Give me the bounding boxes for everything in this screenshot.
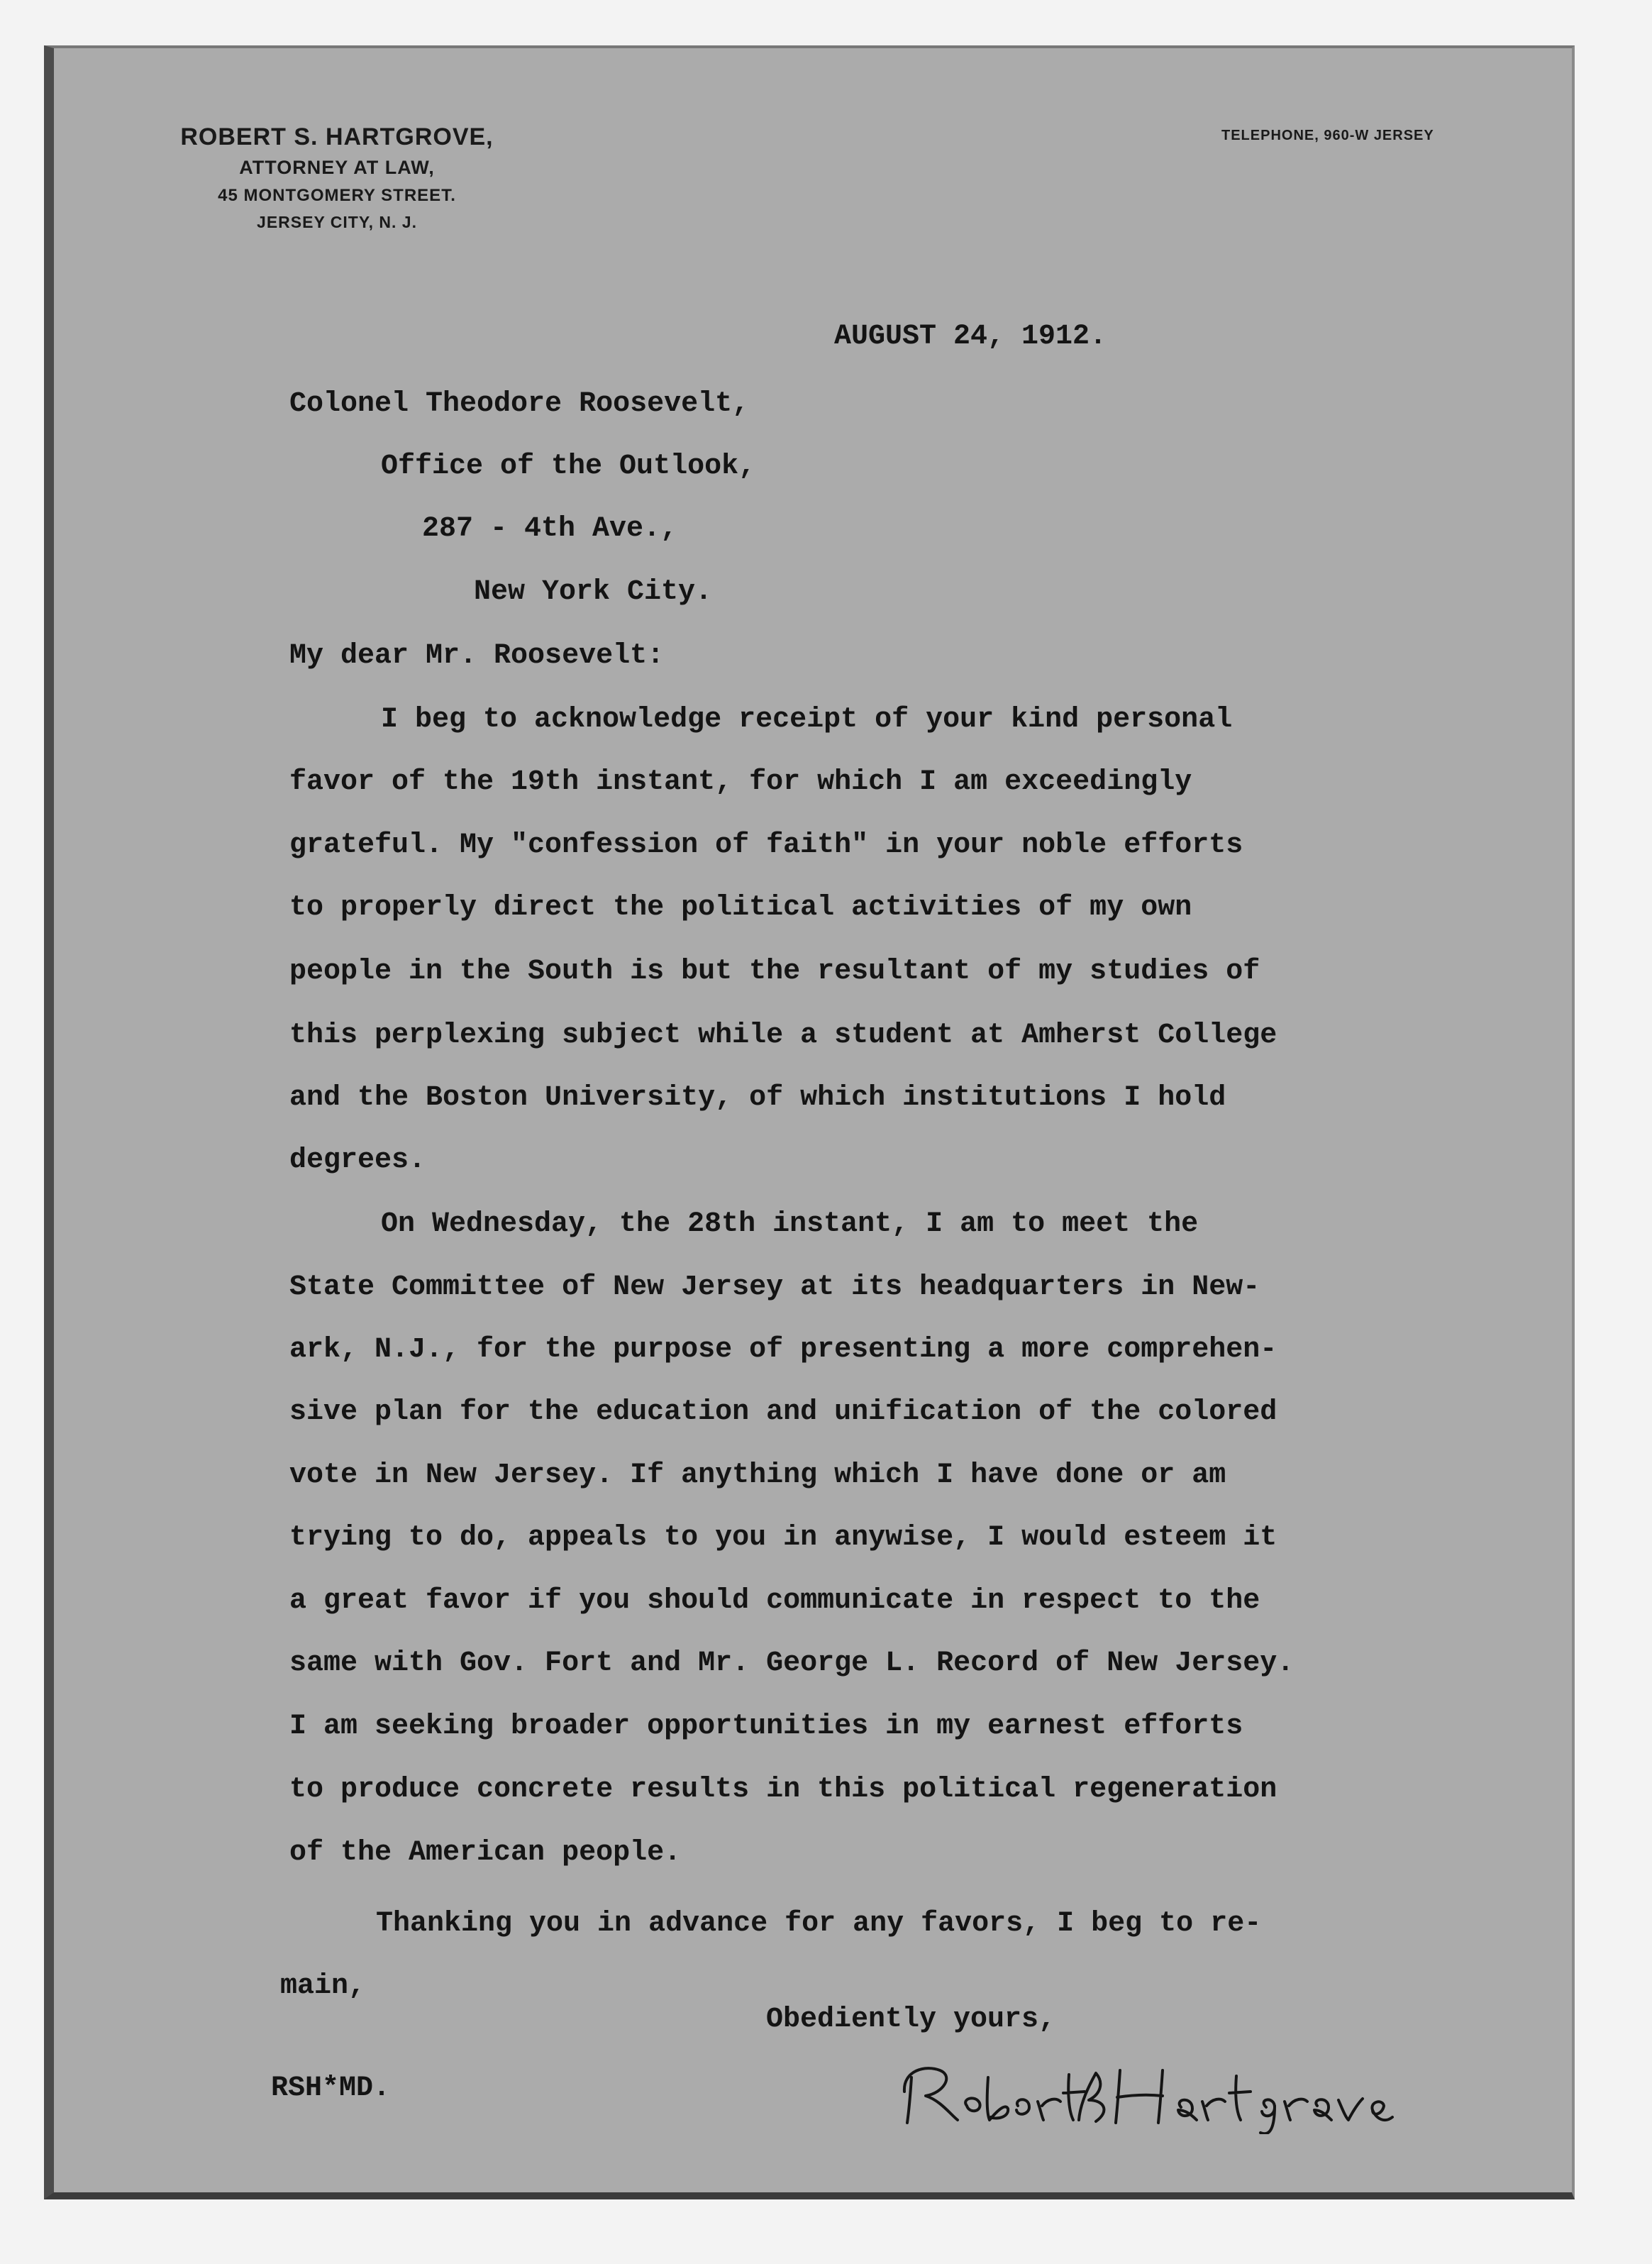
typist-initials: RSH*MD. bbox=[271, 2072, 391, 2104]
paragraph-line: favor of the 19th instant, for which I am exceedingly bbox=[289, 766, 1192, 798]
paragraph-line: this perplexing subject while a student at Amherst College bbox=[289, 1020, 1277, 1051]
paragraph-line: I beg to acknowledge receipt of your kind personal bbox=[381, 704, 1233, 736]
letterhead-name: ROBERT S. HARTGROVE, bbox=[180, 123, 494, 150]
letterhead-city: JERSEY CITY, N. J. bbox=[257, 213, 417, 231]
paragraph-line: main, bbox=[280, 1970, 366, 2002]
paragraph-line: I am seeking broader opportunities in my earnest efforts bbox=[289, 1711, 1243, 1743]
recipient-city: New York City. bbox=[474, 576, 713, 608]
letter-sheet bbox=[44, 45, 1575, 2199]
paragraph-line: people in the South is but the resultant of my studies of bbox=[289, 956, 1260, 988]
paragraph-line: On Wednesday, the 28th instant, I am to meet the bbox=[381, 1208, 1199, 1240]
paragraph-line: trying to do, appeals to you in anywise, I would esteem it bbox=[289, 1522, 1277, 1554]
signature bbox=[883, 2049, 1394, 2134]
paragraph-line: same with Gov. Fort and Mr. George L. Record of New Jersey. bbox=[289, 1647, 1295, 1679]
letterhead bbox=[153, 123, 521, 232]
paragraph-line: degrees. bbox=[289, 1144, 426, 1176]
paragraph-line: Thanking you in advance for any favors, I beg to re- bbox=[376, 1908, 1262, 1940]
paragraph-line: to produce concrete results in this political regeneration bbox=[289, 1774, 1277, 1806]
paragraph-line: to properly direct the political activities of my own bbox=[289, 892, 1192, 924]
recipient-street: 287 - 4th Ave., bbox=[422, 513, 678, 545]
paragraph-line: sive plan for the education and unification of the colored bbox=[289, 1396, 1277, 1428]
closing: Obediently yours, bbox=[766, 2004, 1056, 2036]
letterhead-telephone: TELEPHONE, 960-W JERSEY bbox=[1221, 128, 1434, 143]
paragraph-line: State Committee of New Jersey at its headquarters in New- bbox=[289, 1271, 1260, 1303]
paragraph-line: vote in New Jersey. If anything which I have done or am bbox=[289, 1459, 1226, 1491]
salutation: My dear Mr. Roosevelt: bbox=[289, 640, 665, 672]
recipient-name: Colonel Theodore Roosevelt, bbox=[289, 388, 750, 420]
paragraph-line: a great favor if you should communicate in respect to the bbox=[289, 1585, 1260, 1617]
letter-date: AUGUST 24, 1912. bbox=[834, 321, 1107, 353]
recipient-office: Office of the Outlook, bbox=[381, 451, 756, 482]
paragraph-line: of the American people. bbox=[289, 1837, 682, 1869]
paragraph-line: and the Boston University, of which institutions I hold bbox=[289, 1082, 1226, 1114]
letterhead-address: 45 MONTGOMERY STREET. bbox=[218, 186, 456, 205]
paragraph-line: grateful. My "confession of faith" in your noble efforts bbox=[289, 829, 1243, 861]
paragraph-line: ark, N.J., for the purpose of presenting a more comprehen- bbox=[289, 1334, 1277, 1366]
letterhead-title: ATTORNEY AT LAW, bbox=[239, 157, 435, 178]
